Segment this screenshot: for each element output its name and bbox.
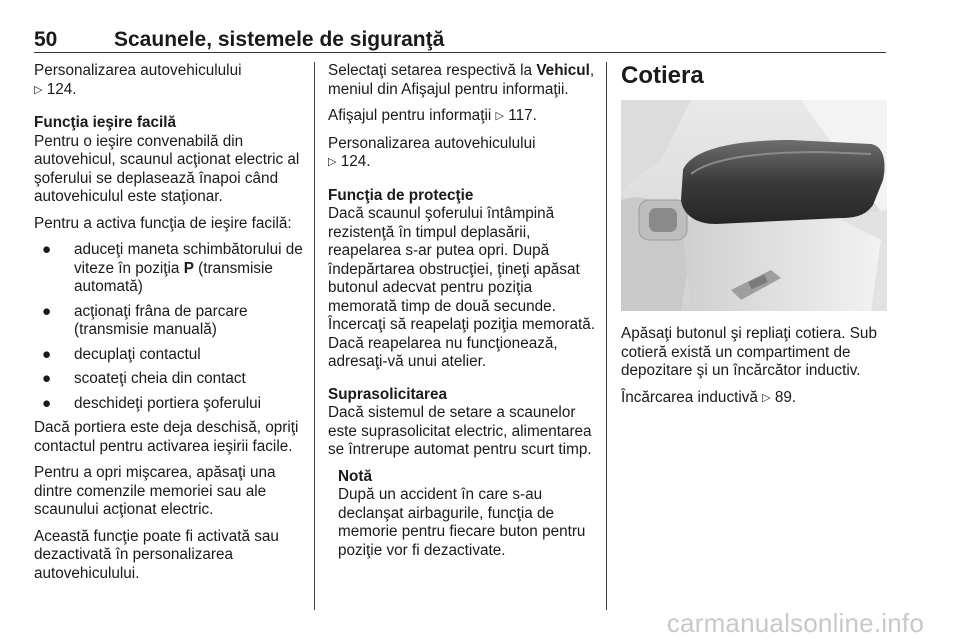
note-text: După un accident în care s-au declanşat airbagurile, funcţia de memorie pentru fiecare buton pentru poziţie vor fi dezactivate.: [338, 486, 586, 559]
column-2: [328, 62, 596, 560]
section-title: Cotiera: [621, 62, 704, 89]
paragraph: Încărcarea inductivă ▷ 89.: [621, 388, 797, 406]
page-reference-icon: ▷: [762, 391, 771, 404]
list-item: ● acţionaţi frâna de parcare (transmisie manuală): [42, 302, 248, 338]
note-box: [328, 468, 596, 561]
page-number: 50: [34, 28, 58, 51]
paragraph: Această funcţie poate fi activată sau dezactivată în personalizarea autovehiculului.: [34, 527, 279, 582]
bullet-icon: ●: [42, 241, 52, 258]
page-reference-icon: ▷: [495, 110, 504, 122]
paragraph: Personalizarea autovehiculului ▷ 124.: [328, 134, 536, 170]
column-3: [621, 62, 887, 416]
header-divider: [34, 52, 886, 53]
paragraph: Personalizarea autovehiculului ▷ 124.: [34, 62, 242, 98]
page-title: Scaunele, sistemele de siguranţă: [114, 28, 445, 51]
paragraph: Suprasolicitarea Dacă sistemul de setare a scaunelor este suprasolicitat electric, alimentarea se întrerupe automat pentru scurt timp.: [328, 385, 592, 458]
section-heading: Funcţia ieşire facilă: [34, 114, 176, 131]
paragraph: Apăsaţi butonul şi repliaţi cotiera. Sub cotieră există un compartiment de depozitare şi un încărcător inductiv.: [621, 325, 877, 379]
paragraph: Pentru a activa funcţia de ieşire facilă:: [34, 214, 292, 232]
paragraph: Selectaţi setarea respectivă la Vehicul, meniul din Afişajul pentru informaţii.: [328, 62, 595, 98]
section-heading: Funcţia de protecţie: [328, 186, 474, 204]
bullet-list: [34, 241, 304, 413]
watermark: carmanualsonline.info: [666, 608, 924, 638]
column-divider-1: [314, 62, 315, 610]
list-item: ● decuplaţi contactul: [42, 345, 201, 363]
bullet-icon: ●: [42, 345, 52, 363]
column-1: [34, 62, 304, 591]
armrest-photo: [621, 100, 887, 311]
paragraph: Pentru a opri mişcarea, apăsaţi una dintre comenzile memoriei sau ale scaunului acţionat electric.: [34, 464, 276, 518]
paragraph: Funcţia de protecţie Dacă scaunul şoferului întâmpină rezistenţă în timpul deplasării, reapelarea s-ar putea opri. După îndepărtarea obstrucţiei, ţineţi apăsat butonul adecvat pentru poziţia memorată timp de două secunde. Încercaţi să reapelaţi poziţia memorată. Dacă reapelarea nu funcţionează, adresaţi-vă unui atelier.: [328, 186, 595, 370]
page-reference-icon: ▷: [34, 83, 43, 96]
section-heading: Suprasolicitarea: [328, 385, 448, 403]
bullet-icon: ●: [42, 302, 52, 320]
bullet-icon: ●: [42, 370, 52, 387]
list-item: ● deschideţi portiera şoferului: [42, 394, 262, 412]
page-header: [34, 28, 886, 50]
paragraph: Dacă portiera este deja deschisă, opriţi contactul pentru activarea ieşirii facile.: [34, 419, 299, 455]
armrest-illustration: [621, 100, 887, 311]
list-item: ● aduceţi maneta schimbătorului de viteze în poziţia P (transmisie automată): [42, 241, 303, 295]
bullet-icon: ●: [42, 394, 52, 412]
column-divider-2: [606, 62, 607, 610]
list-item: ● scoateţi cheia din contact: [42, 370, 246, 387]
page-reference-icon: ▷: [328, 156, 337, 168]
note-title: Notă: [338, 467, 372, 485]
paragraph: Afişajul pentru informaţii ▷ 117.: [328, 107, 537, 124]
paragraph: Funcţia ieşire facilă Pentru o ieşire convenabilă din autovehicul, scaunul acţionat electric al şoferului se deplasează înapoi când autovehiculul este staţionar.: [34, 114, 300, 205]
